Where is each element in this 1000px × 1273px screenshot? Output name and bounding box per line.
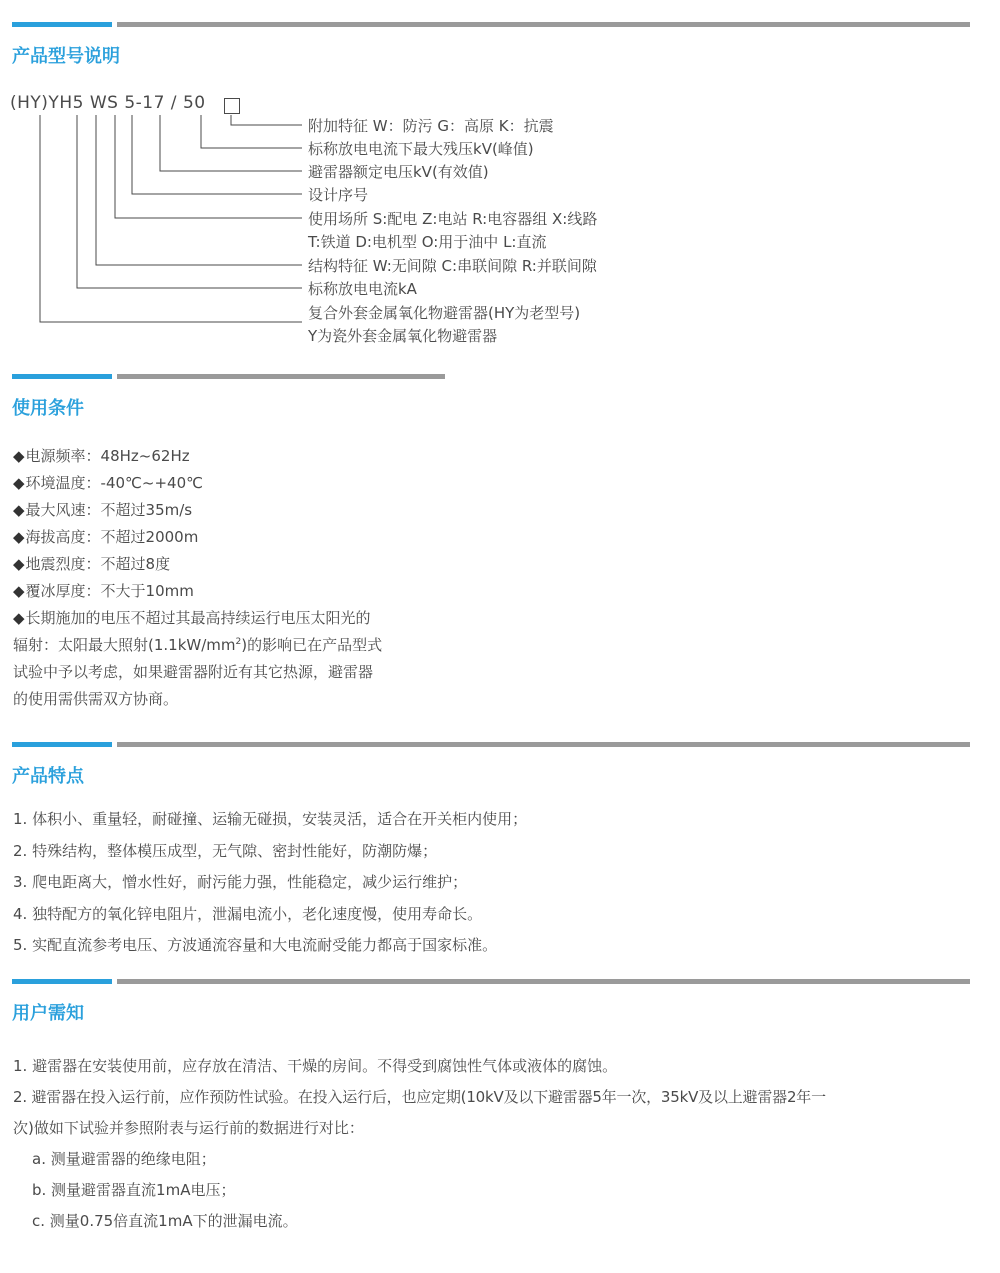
- model-code: (HY)YH5 WS 5-17 / 50: [10, 93, 206, 113]
- section-divider-accent: [12, 374, 112, 379]
- section-title-conditions: 使用条件: [12, 398, 84, 419]
- feature-item: 2. 特殊结构，整体模压成型，无气隙、密封性能好，防潮防爆；: [13, 842, 438, 860]
- model-desc-item: 避雷器额定电压kV(有效值): [308, 163, 489, 181]
- notice-item: 1. 避雷器在安装使用前，应存放在清洁、干燥的房间。不得受到腐蚀性气体或液体的腐蚀。: [13, 1057, 618, 1075]
- model-desc-item: 附加特征 W：防污 G：高原 K：抗震: [308, 117, 554, 135]
- condition-paragraph-line: 的使用需供需双方协商。: [13, 690, 179, 708]
- model-desc-item: 标称放电电流kA: [308, 280, 417, 298]
- notice-sub-item: a. 测量避雷器的绝缘电阻；: [32, 1150, 216, 1168]
- condition-item: ◆电源频率：48Hz~62Hz: [13, 447, 190, 465]
- section-divider: [117, 374, 445, 379]
- feature-item: 3. 爬电距离大，憎水性好，耐污能力强，性能稳定，减少运行维护；: [13, 873, 468, 891]
- section-divider-accent: [12, 742, 112, 747]
- feature-item: 5. 实配直流参考电压、方波通流容量和大电流耐受能力都高于国家标准。: [13, 936, 498, 954]
- feature-item: 4. 独特配方的氧化锌电阻片，泄漏电流小，老化速度慢，使用寿命长。: [13, 905, 483, 923]
- section-divider: [117, 979, 970, 984]
- feature-item: 1. 体积小、重量轻，耐碰撞、运输无碰损，安装灵活，适合在开关柜内使用；: [13, 810, 528, 828]
- condition-item: ◆覆冰厚度：不大于10mm: [13, 582, 194, 600]
- condition-item: ◆最大风速：不超过35m/s: [13, 501, 193, 519]
- notice-sub-item: b. 测量避雷器直流1mA电压；: [32, 1181, 236, 1199]
- section-title-model: 产品型号说明: [12, 46, 120, 67]
- model-desc-item: 复合外套金属氧化物避雷器(HY为老型号): [308, 304, 581, 322]
- diamond-bullet-icon: ◆: [13, 582, 25, 600]
- section-divider-accent: [12, 979, 112, 984]
- condition-paragraph-line: 辐射：太阳最大照射$(1.1kW/mm^2)$的影响已在产品型式: [13, 636, 383, 654]
- model-desc-item: 标称放电电流下最大残压kV(峰值): [308, 140, 534, 158]
- diamond-bullet-icon: ◆: [13, 474, 25, 492]
- model-desc-item: T:铁道 D:电机型 O:用于油中 L:直流: [308, 233, 547, 251]
- section-divider: [117, 742, 970, 747]
- diamond-bullet-icon: ◆: [13, 528, 25, 546]
- model-desc-item: 设计序号: [308, 186, 369, 204]
- section-title-features: 产品特点: [12, 766, 84, 787]
- condition-item: ◆环境温度：-40℃~+40℃: [13, 474, 203, 492]
- diamond-bullet-icon: ◆: [13, 447, 25, 465]
- notice-item: 次)做如下试验并参照附表与运行前的数据进行对比：: [13, 1119, 364, 1137]
- section-title-notice: 用户需知: [12, 1003, 84, 1024]
- model-desc-item: Y为瓷外套金属氧化物避雷器: [308, 327, 498, 345]
- notice-sub-item: c. 测量0.75倍直流1mA下的泄漏电流。: [32, 1212, 298, 1230]
- condition-item: ◆海拔高度：不超过2000m: [13, 528, 199, 546]
- condition-paragraph-line: 试验中予以考虑，如果避雷器附近有其它热源，避雷器: [13, 663, 374, 681]
- diamond-bullet-icon: ◆: [13, 555, 25, 573]
- condition-item: ◆长期施加的电压不超过其最高持续运行电压太阳光的: [13, 609, 371, 627]
- notice-item: 2. 避雷器在投入运行前，应作预防性试验。在投入运行后，也应定期(10kV及以下避雷器5年一次，35kV及以上避雷器2年一: [13, 1088, 826, 1106]
- diamond-bullet-icon: ◆: [13, 501, 25, 519]
- model-desc-item: 结构特征 W:无间隙 C:串联间隙 R:并联间隙: [308, 257, 597, 275]
- diamond-bullet-icon: ◆: [13, 609, 25, 627]
- condition-item: ◆地震烈度：不超过8度: [13, 555, 171, 573]
- model-desc-item: 使用场所 S:配电 Z:电站 R:电容器组 X:线路: [308, 210, 598, 228]
